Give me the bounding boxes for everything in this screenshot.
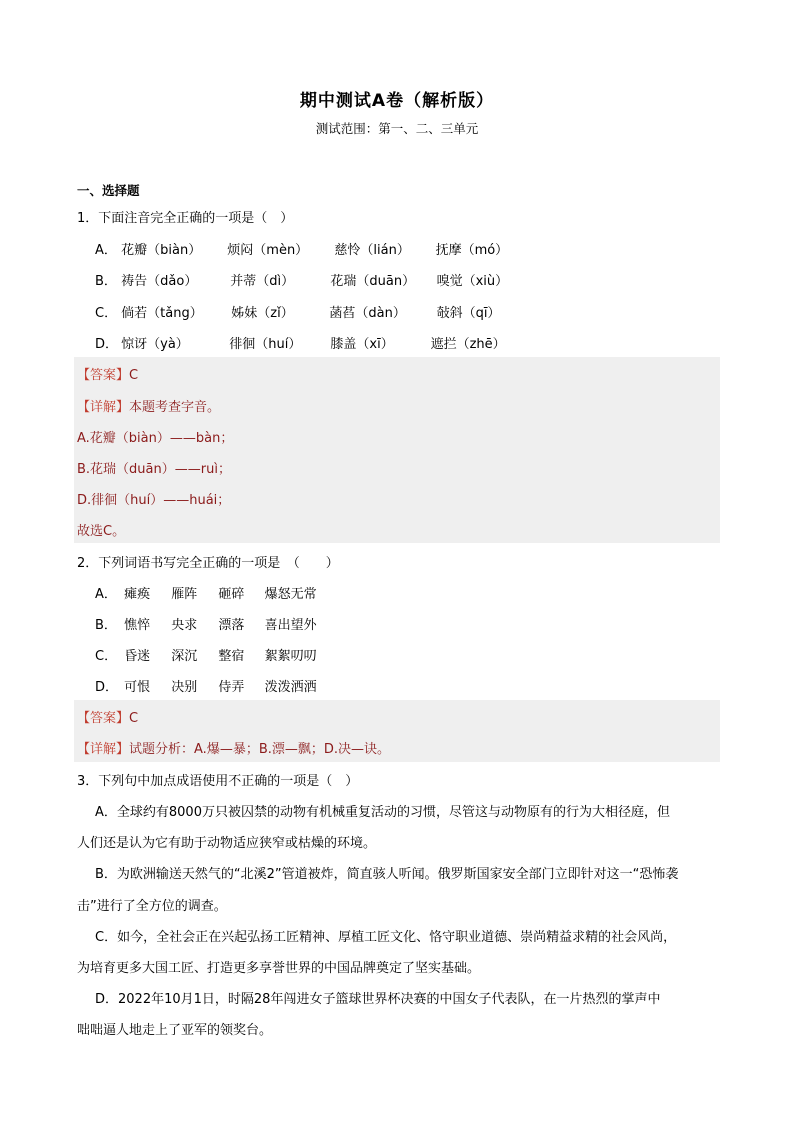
q3-option-a-line1: A．全球约有8000万只被囚禁的动物有机械重复活动的习惯，尽管这与动物原有的行为大相径庭，但 <box>95 805 670 820</box>
option-item: 絮絮叨叨 <box>264 649 317 664</box>
option-item: 遮拦（zhē） <box>430 337 506 352</box>
q3-option-c-line2: 为培育更多大国工匠、打造更多享誉世界的中国品牌奠定了坚实基础。 <box>77 961 481 976</box>
option-label: D． <box>95 337 119 352</box>
option-item: 徘徊（huí） <box>229 337 302 352</box>
option-item: 抚摩（mó） <box>435 243 509 258</box>
option-item: 决别 <box>171 680 198 695</box>
option-item: 慈怜（lián） <box>334 243 410 258</box>
q1-answer-panel <box>74 357 720 543</box>
q2-answer <box>77 707 138 726</box>
detail-text: 试题分析：A.爆—暴；B.漂—飘；D.决—诀。 <box>129 742 391 757</box>
q3-stem: 3．下列句中加点成语使用不正确的一项是（ ） <box>77 774 359 789</box>
option-item: 憔悴 <box>124 618 151 633</box>
option-item: 砸碎 <box>218 587 245 602</box>
option-item: 膝盖（xī） <box>330 337 394 352</box>
q1-answer <box>77 364 138 383</box>
option-item: 嗅觉（xiù） <box>436 274 509 289</box>
detail-tag: 【详解】 <box>77 742 130 757</box>
answer-tag: 【答案】 <box>77 368 130 383</box>
option-item: 敧斜（qī） <box>436 306 501 321</box>
option-item: 爆怒无常 <box>264 587 317 602</box>
option-item: 惊讶（yà） <box>121 337 189 352</box>
q3-option-b-line2: 击”进行了全方位的调查。 <box>77 899 227 914</box>
option-item: 雁阵 <box>171 587 198 602</box>
q2-detail <box>77 738 390 757</box>
option-item: 可恨 <box>124 680 151 695</box>
option-item: 倘若（tǎng） <box>121 306 203 321</box>
q3-option-a-line2: 人们还是认为它有助于动物适应狭窄或枯燥的环境。 <box>77 836 377 851</box>
detail-tag: 【详解】 <box>77 400 130 415</box>
q1-option-c <box>95 302 500 321</box>
option-item: 菡萏（dàn） <box>329 306 406 321</box>
q1-explain-line: A.花瓣（biàn）——bàn； <box>77 431 234 446</box>
option-item: 喜出望外 <box>264 618 317 633</box>
detail-text: 本题考查字音。 <box>129 400 221 415</box>
q2-option-a <box>95 583 317 602</box>
q1-explain-line: B.花瑞（duān）——ruì； <box>77 462 231 477</box>
option-item: 花瑞（duān） <box>330 274 416 289</box>
option-item: 祷告（dǎo） <box>121 274 198 289</box>
q1-option-d <box>95 333 506 352</box>
q1-stem: 1．下面注音完全正确的一项是（ ） <box>77 211 294 226</box>
option-item: 并蒂（dì） <box>230 274 295 289</box>
option-label: C． <box>95 649 118 664</box>
option-label: B． <box>95 618 117 633</box>
q1-detail <box>77 396 220 415</box>
option-item: 整宿 <box>218 649 245 664</box>
answer-value: C <box>129 711 139 726</box>
option-item: 姊妹（zǐ） <box>231 306 294 321</box>
option-item: 深沉 <box>171 649 198 664</box>
option-item: 央求 <box>171 618 198 633</box>
option-label: A． <box>95 587 117 602</box>
q3-option-d-line1: D．2022年10月1日，时隔28年闯进女子篮球世界杯决赛的中国女子代表队，在一片热烈的掌声中 <box>95 992 661 1007</box>
option-label: B． <box>95 274 117 289</box>
q1-option-a <box>95 239 508 258</box>
q3-option-c-line1: C．如今，全社会正在兴起弘扬工匠精神、厚植工匠文化、恪守职业道德、崇尚精益求精的社会风尚， <box>95 930 677 945</box>
q1-explain-line: 故选C。 <box>77 524 126 539</box>
option-item: 花瓣（biàn） <box>121 243 202 258</box>
q2-option-d <box>95 676 317 695</box>
q2-stem: 2．下列词语书写完全正确的一项是 （ ） <box>77 556 339 571</box>
option-item: 侍弄 <box>218 680 245 695</box>
option-item: 昏迷 <box>124 649 151 664</box>
answer-tag: 【答案】 <box>77 711 130 726</box>
answer-value: C <box>129 368 139 383</box>
option-item: 烦闷（mèn） <box>227 243 309 258</box>
page-subtitle: 测试范围：第一、二、三单元 <box>315 121 479 136</box>
q3-option-b-line1: B．为欧洲输送天然气的“北溪2”管道被炸，简直骇人听闻。俄罗斯国家安全部门立即针对这一“恐怖袭 <box>95 867 679 882</box>
page-title: 期中测试A卷（解析版） <box>299 91 495 111</box>
q1-explain-line: D.徘徊（huí）——huái； <box>77 493 231 508</box>
section-heading: 一、选择题 <box>77 183 140 198</box>
option-item: 漂落 <box>218 618 245 633</box>
q2-option-c <box>95 645 317 664</box>
option-item: 泼泼洒洒 <box>264 680 317 695</box>
option-label: A． <box>95 243 117 258</box>
option-item: 瘫痪 <box>124 587 151 602</box>
q3-option-d-line2: 咄咄逼人地走上了亚军的领奖台。 <box>77 1023 273 1038</box>
option-label: C． <box>95 306 118 321</box>
q1-option-b <box>95 270 508 289</box>
q2-option-b <box>95 614 317 633</box>
option-label: D． <box>95 680 119 695</box>
